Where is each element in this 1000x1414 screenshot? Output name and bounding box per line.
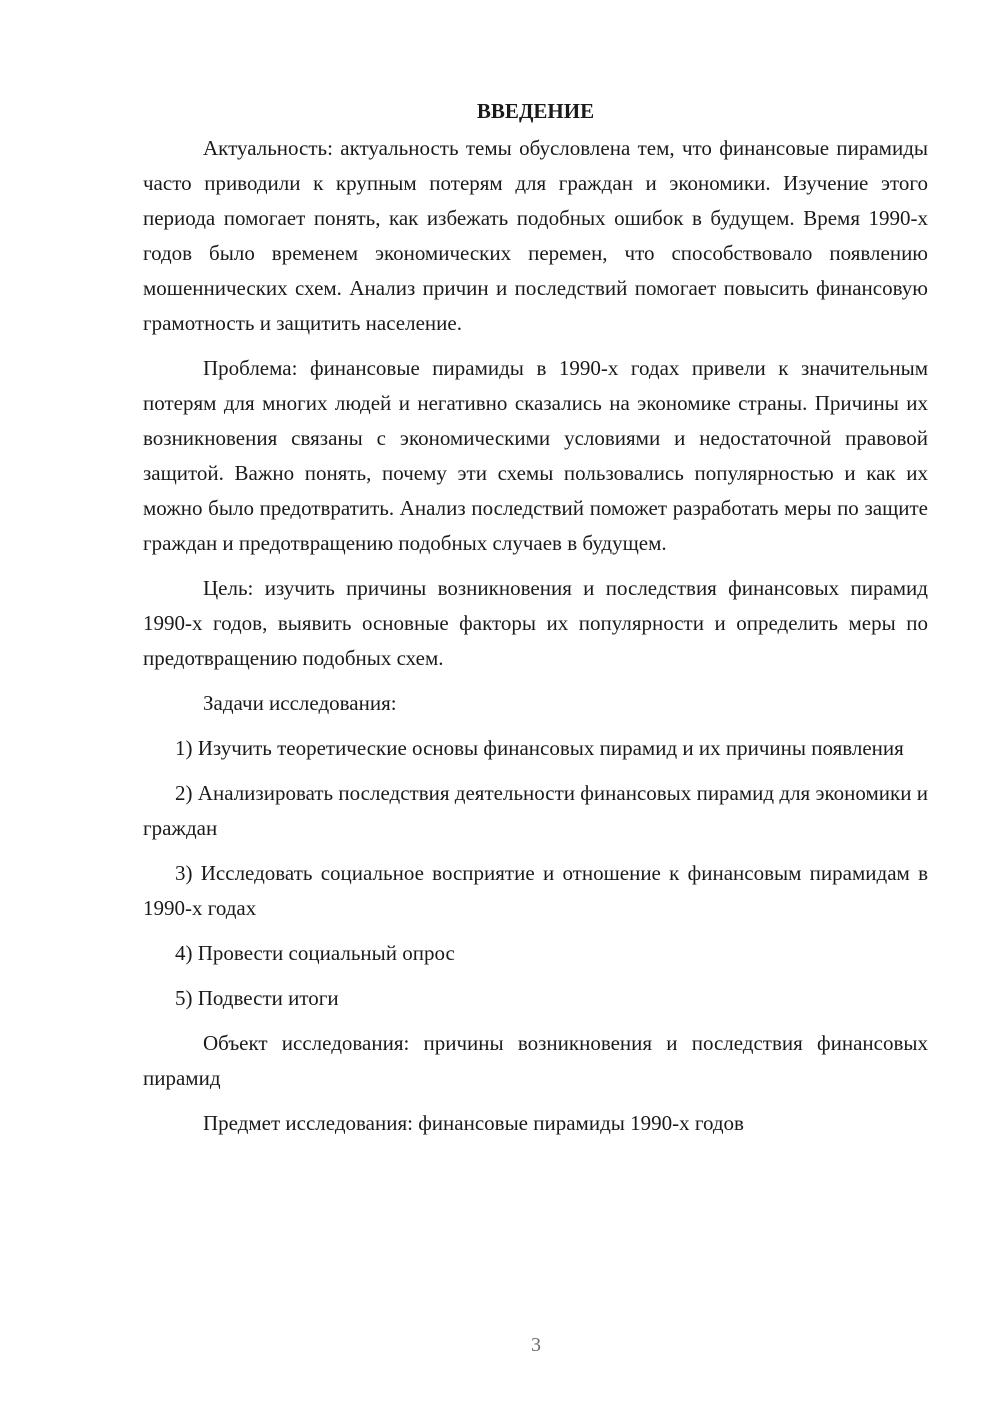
- paragraph-subject: Предмет исследования: финансовые пирамиды 1990-х годов: [203, 1111, 744, 1135]
- page-title: ВВЕДЕНИЕ: [476, 99, 595, 123]
- page-number: 3: [531, 1334, 541, 1356]
- task-item: 3) Исследовать социальное восприятие и отношение к финансовым пирамидам в 1990-х годах: [143, 861, 928, 920]
- task-item: 4) Провести социальный опрос: [175, 941, 455, 965]
- paragraph-tasks-heading: Задачи исследования:: [203, 691, 397, 715]
- paragraph-problem: Проблема: финансовые пирамиды в 1990-х годах привели к значительным потерям для многих людей и негативно сказались на экономике страны. Причины их возникновения связаны с экономическими условиями и недостаточной правовой защитой. Важно понять, почему эти схемы пользовались популярностью и как их можно было предотвратить. Анализ последствий поможет разработать меры по защите граждан и предотвращению подобных случаев в будущем.: [143, 356, 928, 555]
- page-content: [143, 97, 928, 1151]
- task-item: 1) Изучить теоретические основы финансовых пирамид и их причины появления: [175, 736, 904, 760]
- paragraph-object: Объект исследования: причины возникновения и последствия финансовых пирамид: [143, 1031, 928, 1090]
- paragraph-relevance: Актуальность: актуальность темы обусловлена тем, что финансовые пирамиды часто приводили к крупным потерям для граждан и экономики. Изучение этого периода помогает понять, как избежать подобных ошибок в будущем. Время 1990-х годов было временем экономических перемен, что способствовало появлению мошеннических схем. Анализ причин и последствий помогает повысить финансовую грамотность и защитить население.: [143, 136, 928, 335]
- task-item: 5) Подвести итоги: [175, 986, 339, 1010]
- task-item: 2) Анализировать последствия деятельности финансовых пирамид для экономики и граждан: [143, 781, 928, 840]
- paragraph-goal: Цель: изучить причины возникновения и последствия финансовых пирамид 1990-х годов, выявить основные факторы их популярности и определить меры по предотвращению подобных схем.: [143, 576, 928, 670]
